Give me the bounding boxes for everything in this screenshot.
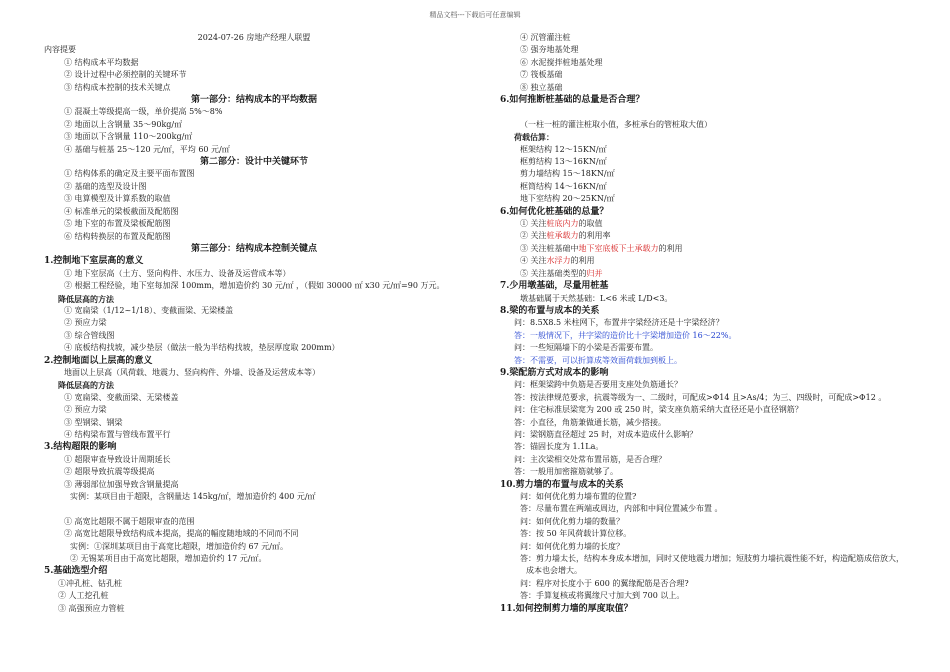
doc-line [500,553,920,565]
line-text: 问：程序对长度小于 600 的翼缘配筋是否合理? [520,578,689,588]
doc-line: ② 基础的选型及设计图 [64,181,147,191]
doc-line [500,379,920,391]
right-column [500,32,920,615]
line-text: 墩基础属于天然基础：L<6 米或 L/D<3。 [520,293,673,303]
doc-line [500,429,920,441]
doc-line: ③ 高强预应力管桩 [58,603,125,613]
doc-line: ⑤ 地下室的布置及梁板配筋图 [64,219,171,229]
doc-line [500,578,920,590]
highlight-text: 桩承载力 [546,231,579,241]
line-text: 问：住宅标准层梁宽为 200 或 250 时，梁支座负筋采纳大直径还是小直径钢筋？ [514,405,803,415]
watermark-header: 精品文档---下载后可任意编辑 [429,11,521,19]
left-column [44,32,464,615]
doc-line: ④ 基础与桩基 25～120 元/㎡，平均 60 元/㎡ [64,144,230,154]
doc-line [500,193,920,205]
line-text: 7.少用墩基础，尽量用桩基 [500,281,609,292]
doc-line [500,590,920,602]
doc-line: ③ 型钢梁、钢梁 [64,417,123,427]
line-text: 6.如何推断桩基础的总量是否合理？ [500,95,645,106]
line-text: ⑧ 独立基础 [520,82,563,92]
doc-line: 实例：①深圳某项目由于高宽比超限，增加造价约 67 元/㎡。 [70,541,288,551]
doc-line: ① 超限审查导致设计周期延长 [64,454,171,464]
doc-line: ② 根据工程经验，地下室每加深 100mm，增加造价约 30 元/㎡ ，（假如 30000 ㎡ x30 元/㎡=90 万元。 [64,281,445,291]
doc-line: ④ 底板结构找坡，减少垫层（做法一般为半结构找坡，垫层厚度取 200mm） [64,343,340,353]
line-text: ③ 关注桩基础中 [520,243,579,253]
doc-line [500,491,920,503]
doc-line [500,528,920,540]
doc-line: ① 高宽比超限不属于超限审查的范围 [64,516,195,526]
line-text: ④ 关注 [520,256,547,266]
doc-line [500,541,920,553]
line-text: 的利用率 [578,231,611,241]
line-text: 问：8.5X8.5 米柱网下，布置井字梁经济还是十字梁经济？ [514,318,724,328]
line-text: ② 关注 [520,231,547,241]
line-text: 答：手算复核或将翼缘尺寸加大到 700 以上。 [520,591,685,601]
line-text: 答：一般用加密箍筋就够了。 [514,467,618,477]
doc-line [500,305,920,317]
doc-line [500,479,920,491]
doc-line: 1.控制地下室层高的意义 [44,256,144,267]
doc-line: ⑥ 结构转换层的布置及配筋图 [64,231,171,241]
doc-line [500,268,920,280]
doc-line [500,317,920,329]
line-text: 问：主次梁相交处常布置吊筋，是否合理？ [514,454,666,464]
doc-line: 2.控制地面以上层高的意义 [44,355,153,366]
doc-line: ④ 标准单元的梁板截面及配筋图 [64,206,179,216]
line-text: 答：剪力墙太长，结构本身成本增加，同时又使地震力增加；短肢剪力墙抗震性能不好，构造配筋成倍放大， [520,554,904,564]
doc-line: ① 结构体系的确定及主要平面布置图 [64,169,195,179]
line-text: 的取值 [578,219,603,229]
doc-line [500,131,920,143]
line-text: 答：尽量布置在两端或周边，内部和中间位置减少布置 。 [520,504,723,514]
line-text: 框架结构 12～15KN/㎡ [520,144,607,154]
doc-line [500,94,920,106]
doc-line: ② 无锡某项目由于高宽比超限，增加造价约 17 元/㎡。 [70,554,267,564]
doc-line: ② 地面以上含钢量 35～90kg/㎡ [64,119,183,129]
doc-line [500,565,920,577]
doc-line: ③ 综合管线图 [64,330,115,340]
line-text: 8.梁的布置与成本的关系 [500,305,600,316]
doc-line [500,330,920,342]
line-text: 问：梁钢筋直径超过 25 时，对成本造成什么影响？ [514,429,698,439]
doc-line: ① 地下室层高（土方、竖向构件、水压力、设备及运营成本等） [64,268,291,278]
doc-line: 3.结构超限的影响 [44,442,117,453]
doc-line: ② 预应力梁 [64,405,107,415]
line-text: 的利用 [658,243,683,253]
doc-line [500,119,920,131]
line-text: 框剪结构 13～16KN/㎡ [520,157,607,167]
doc-line: ③ 结构成本控制的技术关键点 [64,82,171,92]
doc-line: 2024-07-26 房地产经理人联盟 [197,33,311,42]
doc-line: 地面以上层高（风荷载、地震力、竖向构件、外墙、设备及运营成本等） [64,367,320,377]
line-text: 6.如何优化桩基础的总量？ [500,206,609,217]
doc-line: ② 高宽比超限导致结构成本提高，提高的幅度随地域的不同而不同 [64,529,299,539]
doc-line [500,603,920,615]
doc-line [500,44,920,56]
doc-line [500,503,920,515]
line-text: 问：一些短隔墙下的小梁是否需要布置。 [514,343,658,353]
doc-line: 第三部分：结构成本控制关键点 [190,243,317,254]
doc-line [500,230,920,242]
doc-line: 第二部分：设计中关键环节 [199,157,308,168]
answer-text: 答：不需要，可以折算成等效面荷载加到板上。 [514,355,682,365]
line-text: 的利用 [570,256,595,266]
doc-line [500,168,920,180]
doc-line: 降低层高的方法 [58,293,114,304]
line-text: （一柱一桩的灌注桩取小值，多桩承台的管桩取大值） [520,119,712,129]
doc-line [500,355,920,367]
doc-line: ② 设计过程中必须控制的关键环节 [64,70,187,80]
doc-line: ④ 结构梁布置与管线布置平行 [64,430,171,439]
line-text: 成本也会增大。 [526,566,582,576]
doc-line: 实例：某项目由于超限，含钢量达 145kg/㎡，增加造价约 400 元/㎡ [70,492,316,502]
line-text: 问：如何优化剪力墙的长度？ [520,541,624,551]
doc-line: ① 混凝土等级提高一级，单价提高 5%～8% [64,107,223,117]
doc-line: ① 结构成本平均数据 [64,57,139,67]
line-text: 11.如何控制剪力墙的厚度取值？ [500,603,633,614]
line-text: 框筒结构 14～16KN/㎡ [520,181,607,191]
answer-text: 答：一般情况下，井字梁的造价比十字梁增加造价 16～22%。 [514,330,737,340]
doc-line: ② 人工挖孔桩 [58,591,109,601]
line-text: 答：小直径，角筋兼做通长筋，减少搭接。 [514,417,666,427]
line-text: 问：框架梁跨中负筋是否要用支座处负筋通长？ [514,380,682,390]
doc-line [500,156,920,168]
doc-line [500,218,920,230]
doc-line: ③ 薄弱部位加强导致含钢量提高 [64,479,179,489]
highlight-text: 桩底内力 [546,219,579,229]
line-text: ⑦ 筏板基础 [520,70,563,80]
line-text: 答：按法律规范要求，抗震等级为一、二级时，可配成>Φ14 且>As/4；为三、四级时，可配成>Φ12 。 [514,392,887,402]
highlight-text: 水浮力 [546,256,571,266]
doc-line [500,454,920,466]
doc-line: ② 预应力梁 [64,318,107,328]
highlight-text: 地下室底板下土承载力 [578,243,659,253]
line-text: ⑥ 水泥搅拌桩地基处理 [520,57,603,67]
doc-line [500,404,920,416]
doc-line [500,255,920,267]
doc-line: 第一部分：结构成本的平均数据 [190,95,317,106]
doc-line: ① 宽扁梁（1/12~1/18）、变截面梁、无梁楼盖 [64,305,234,315]
doc-line: 降低层高的方法 [58,380,114,391]
doc-line [500,181,920,193]
doc-line [500,243,920,255]
doc-line [500,392,920,404]
doc-line [44,503,464,515]
doc-line: ③ 电算模型及计算系数的取值 [64,194,171,204]
line-text: ④ 沉管灌注桩 [520,33,571,42]
line-text: 荷载估算： [514,132,554,143]
doc-line [500,106,920,118]
line-text: 10.剪力墙的布置与成本的关系 [500,479,624,490]
doc-line [500,57,920,69]
line-text: 答：按 50 年风荷载计算位移。 [520,529,632,539]
doc-line [500,466,920,478]
line-text: ① 关注 [520,219,547,229]
doc-line: 5.基础选型介绍 [44,566,108,577]
doc-line [500,342,920,354]
line-text: ⑤ 强夯地基处理 [520,45,579,55]
doc-line [500,293,920,305]
line-text: 答：锚固长度为 1.1La。 [514,442,604,452]
line-text: 问：如何优化剪力墙布置的位置? [520,492,637,502]
doc-line [500,206,920,218]
line-text: 剪力墙结构 15～18KN/㎡ [520,169,615,179]
line-text: ⑤ 关注基础类型的 [520,268,587,278]
doc-line [500,417,920,429]
doc-line: ③ 地面以下含钢量 110～200kg/㎡ [64,132,193,142]
line-text: 问：如何优化剪力墙的数量？ [520,516,624,526]
doc-line [500,82,920,94]
doc-line [500,69,920,81]
doc-line [500,32,920,44]
doc-line [500,441,920,453]
doc-line: ② 超限导致抗震等级提高 [64,467,155,477]
doc-line [500,516,920,528]
doc-line: ①冲孔桩、钻孔桩 [58,578,122,588]
line-text: 地下室结构 20～25KN/㎡ [520,194,615,204]
doc-line [500,144,920,156]
doc-line [500,367,920,379]
highlight-text: 归并 [586,268,603,278]
doc-line [500,280,920,292]
doc-line: 内容提要 [44,45,76,55]
doc-line: ① 宽扁梁、变截面梁、无梁楼盖 [64,392,179,402]
line-text: 9.梁配筋方式对成本的影响 [500,367,609,378]
